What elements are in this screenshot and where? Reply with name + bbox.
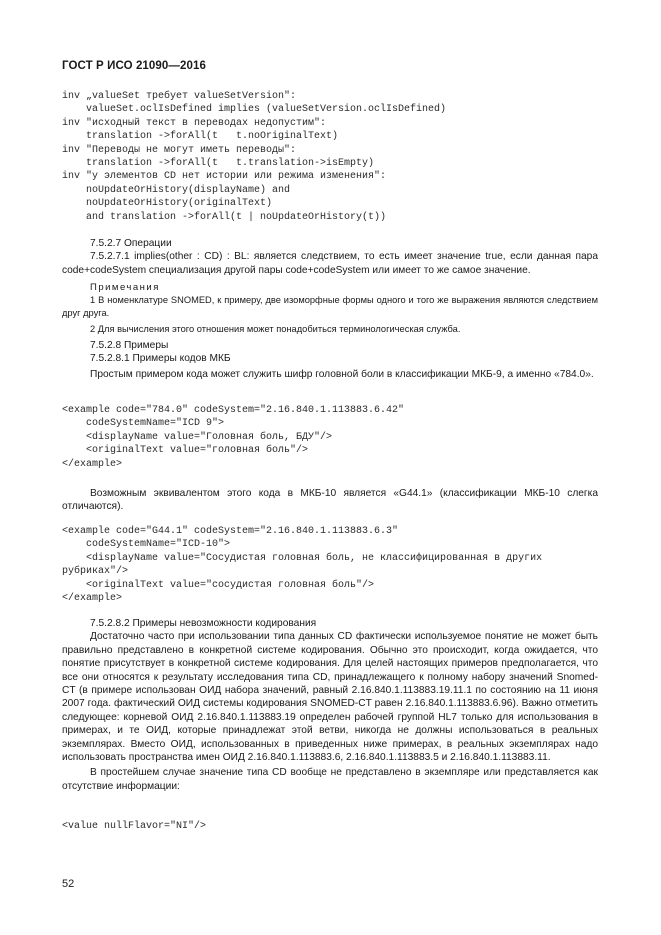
notes-block <box>62 282 598 335</box>
code-line: <originalText value="сосудистая головная боль"/> <box>62 579 375 591</box>
subsection-heading: 7.5.2.8.1 Примеры кодов МКБ <box>90 353 231 365</box>
section-heading: 7.5.2.8 Примеры <box>90 340 169 351</box>
paragraph: В простейшем случае значение типа CD вообще не представлено в экземпляре или представляется как отсутствие информации: <box>62 767 598 792</box>
section-examples <box>62 339 598 381</box>
section-heading: 7.5.2.8.2 Примеры невозможности кодирования <box>90 618 317 629</box>
code-line: noUpdateOrHistory(displayName) and <box>62 184 291 196</box>
code-block-icd9 <box>62 404 404 471</box>
paragraph: Простым примером кода может служить шифр головной боли в классификации МКБ-9, а именно «784.0». <box>90 368 594 380</box>
paragraph: Возможным эквивалентом этого кода в МКБ-10 является «G44.1» (классификации МКБ-10 слегка отличаются). <box>62 488 598 513</box>
paragraph: 7.5.2.7.1 implies(other : CD) : BL: является следствием, то есть имеет значение true, если данная пара code+codeSystem специализация другой пары code+codeSystem или имеет то же самое значение. <box>62 251 598 276</box>
code-block-invariants <box>62 90 446 224</box>
paragraph: Достаточно часто при использовании типа данных CD фактически используемое понятие не может быть правильно представлено в конкретной системе кодирования. Обычно это происходит, когда ожидается, что понятие присутствует в конкретной системе кодирования. Для целей настоящих примеров предполагается, что все они относятся к результату исследования типа CD, принадлежащего к полному набору значений Snomed-CT (в примере использован ОИД набора значений, равный 2.16.840.1.113883.19.11.1 по состоянию на 11 июня 2007 года. фактический ОИД системы кодирования SNOMED-CT равен 2.16.840.1.113883.6.96). Важно отметить следующее: корневой ОИД 2.16.840.1.113883.19 определен рабочей группой HL7 только для использования в примерах, и те ОИД, которые принадлежат этой ветви, никогда не должны использоваться в реальных экземплярах. Вместо ОИД, использованных в приведенных ниже примерах, в реальных экземплярах надо использовать пространства имен ОИД 2.16.840.1.113883.6, 2.16.840.1.113883.5 и 2.16.840.1.113883.11. <box>62 631 598 764</box>
code-line: inv „valueSet требует valueSetVersion": <box>62 91 297 102</box>
code-line: and translation ->forAll(t | noUpdateOrHistory(t)) <box>62 211 387 223</box>
code-line: inv "исходный текст в переводах недопустим": <box>62 117 327 129</box>
code-line: <example code="G44.1" codeSystem="2.16.840.1.113883.6.3" <box>62 526 399 537</box>
code-line: translation ->forAll(t t.noOriginalText) <box>62 131 339 143</box>
code-line: рубриках"/> <box>62 566 129 578</box>
code-line: inv "у элементов CD нет истории или режима изменения": <box>62 171 387 183</box>
paragraph-mkb10 <box>62 487 598 514</box>
code-line: <example code="784.0" codeSystem="2.16.840.1.113883.6.42" <box>62 405 405 416</box>
code-block-nullflavor <box>62 820 206 833</box>
section-heading: 7.5.2.7 Операции <box>90 238 172 249</box>
code-line: </example> <box>62 458 123 470</box>
code-line: inv "Переводы не могут иметь переводы": <box>62 144 297 156</box>
code-line: <value nullFlavor="NI"/> <box>62 821 207 832</box>
note-item: 1 В номенклатуре SNOMED, к примеру, две изоморфные формы одного и того же выражения являются следствием друг друга. <box>62 295 598 318</box>
section-operations <box>62 237 598 277</box>
code-line: <displayName value="Головная боль, БДУ"/> <box>62 431 333 443</box>
code-line: <displayName value="Сосудистая головная боль, не классифицированная в других <box>62 552 543 564</box>
code-block-icd10 <box>62 525 542 605</box>
code-line: codeSystemName="ICD-10"> <box>62 539 231 551</box>
page-number: 52 <box>62 878 75 890</box>
section-uncodable <box>62 617 598 793</box>
document-header: ГОСТ Р ИСО 21090—2016 <box>62 60 207 72</box>
note-item: 2 Для вычисления этого отношения может понадобиться терминологическая служба. <box>90 323 461 334</box>
code-line: <originalText value="головная боль"/> <box>62 445 309 457</box>
code-line: valueSet.oclIsDefined implies (valueSetVersion.oclIsDefined) <box>62 104 447 116</box>
code-line: </example> <box>62 593 123 605</box>
code-line: codeSystemName="ICD 9"> <box>62 418 225 430</box>
code-line: noUpdateOrHistory(originalText) <box>62 198 273 210</box>
notes-title: Примечания <box>90 282 160 293</box>
code-line: translation ->forAll(t t.translation->isEmpty) <box>62 158 375 170</box>
